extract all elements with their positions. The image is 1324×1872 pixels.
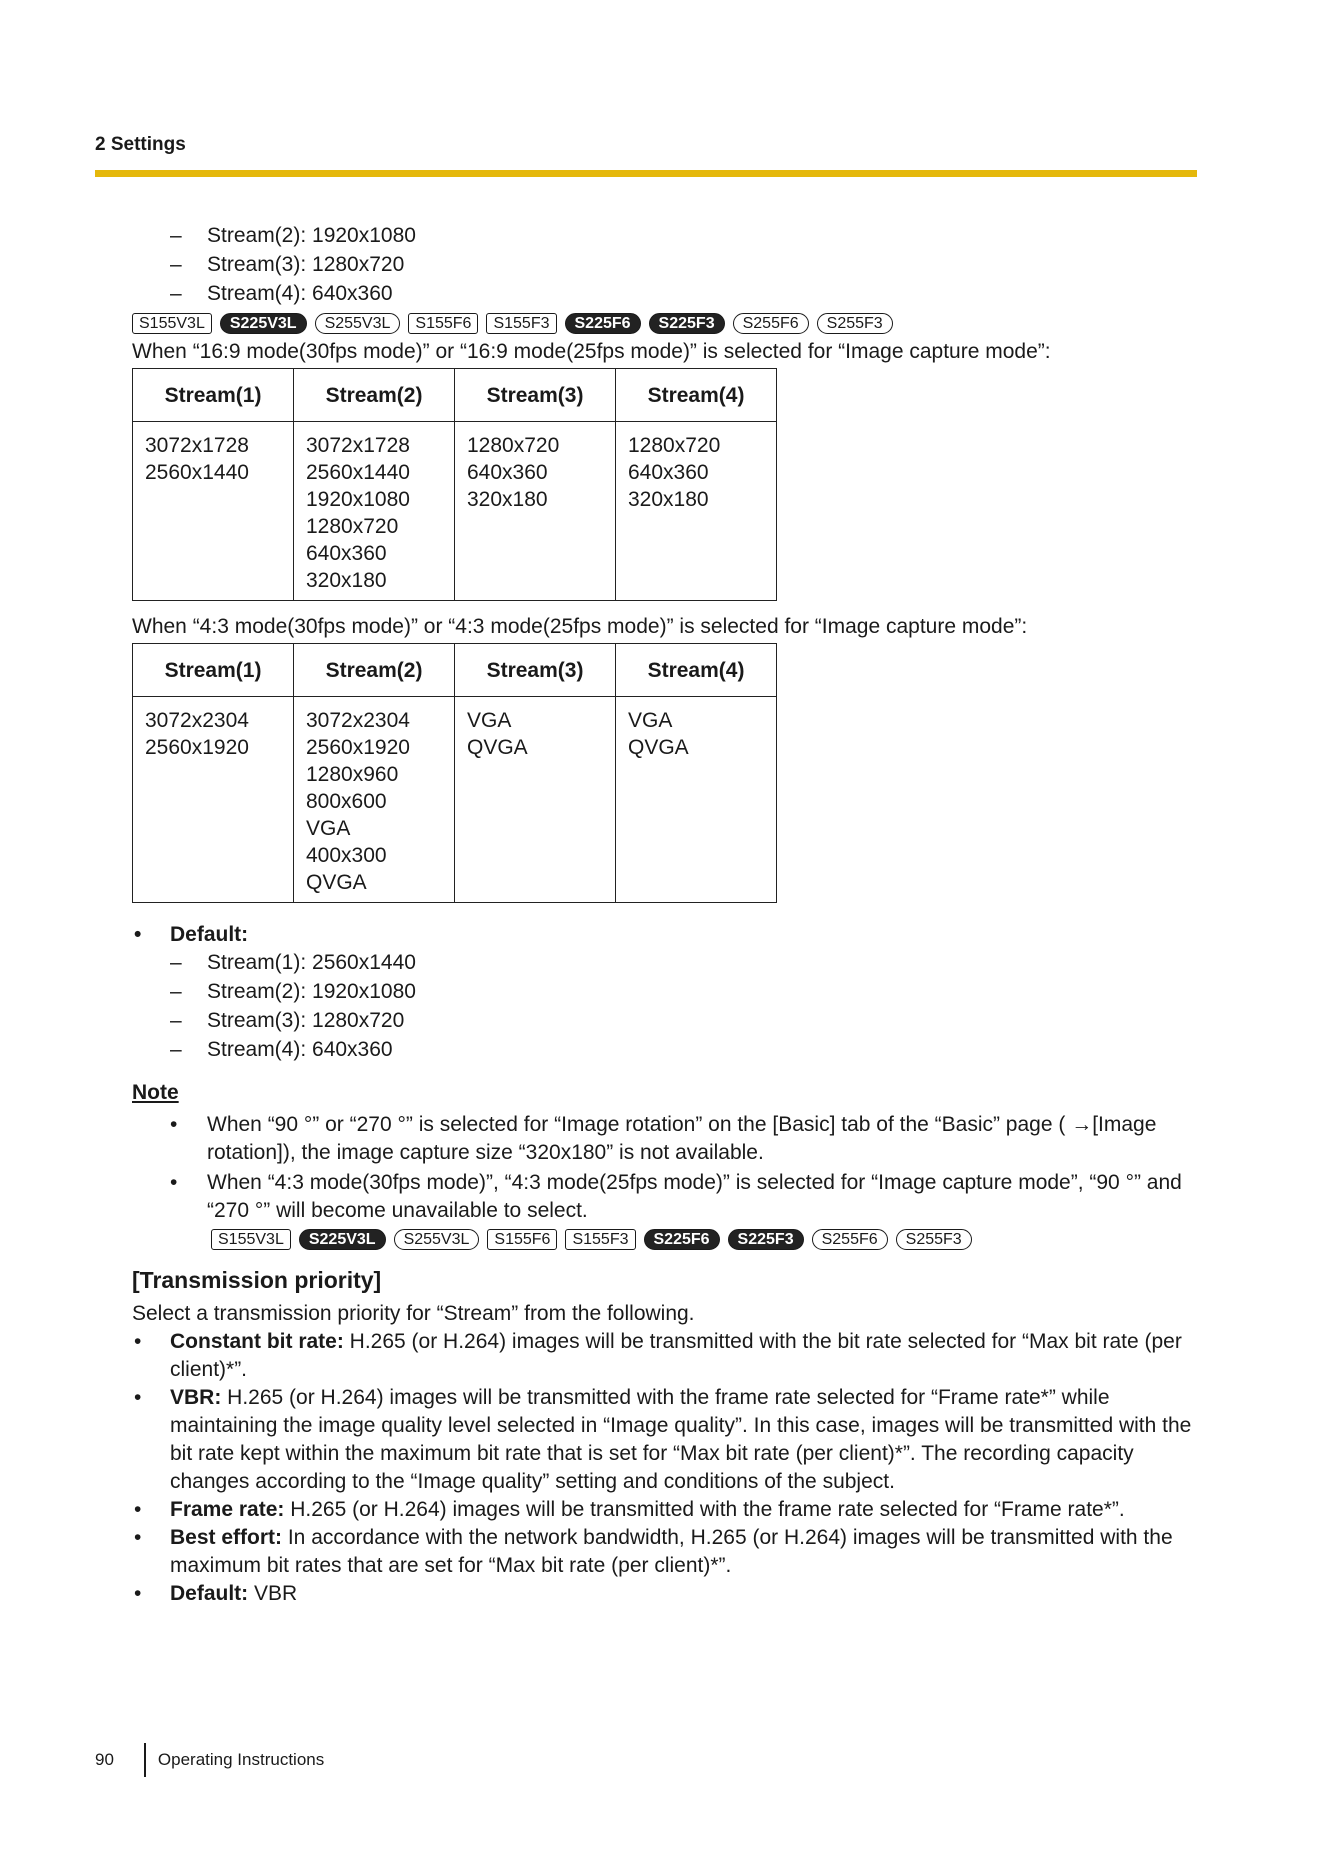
cell-value: 1920x1080	[306, 488, 410, 511]
description: H.265 (or H.264) images will be transmitted with the frame rate selected for “Frame rate*” while maintaining the image quality level selected in “Image quality”. In this case, images will be transmitted with the bit rate kept within the maximum bit rate that is set for “Max bit rate (per client)*”. The recording capacity changes according to the “Image quality” setting and conditions of the subject.	[170, 1386, 1192, 1493]
table-header: Stream(1)	[133, 369, 294, 422]
cell-value: QVGA	[306, 871, 367, 894]
cell-value: 3072x1728	[306, 434, 410, 457]
list-item: – Stream(1): 2560x1440	[132, 949, 1200, 978]
resolution-table-4-3	[132, 643, 777, 903]
description: H.265 (or H.264) images will be transmitted with the bit rate selected for “Max bit rate (per client)*”.	[170, 1330, 1182, 1381]
cell-value: 320x180	[628, 488, 709, 511]
cell-value: 2560x1920	[145, 736, 249, 759]
cell-value: 1280x720	[306, 515, 399, 538]
model-badge: S155V3L	[132, 313, 212, 334]
model-badge: S155F6	[408, 313, 478, 334]
note-item: • When “90 °” or “270 °” is selected for “Image rotation” on the [Basic] tab of the “Basic” page ( →[Image rotation]), the image capture size “320x180” is not available.	[132, 1111, 1200, 1167]
section-heading: [Transmission priority]	[132, 1267, 382, 1293]
stream-list	[132, 222, 1200, 309]
model-badge: S155F3	[486, 313, 556, 334]
table-header: Stream(4)	[616, 369, 777, 422]
cell-value: 640x360	[467, 461, 548, 484]
table-cell	[133, 422, 294, 601]
cell-value: 2560x1440	[145, 461, 249, 484]
document-title: Operating Instructions	[157, 1750, 325, 1769]
cell-value: 640x360	[306, 542, 387, 565]
description: In accordance with the network bandwidth, H.265 (or H.264) images will be transmitted with the maximum bit rates that are set for “Max bit rate (per client)*”.	[170, 1526, 1173, 1577]
cell-value: 320x180	[306, 569, 387, 592]
page-content	[132, 222, 1200, 1608]
list-item	[132, 1524, 1200, 1580]
cell-value: 400x300	[306, 844, 387, 867]
list-item: – Stream(4): 640x360	[132, 1036, 1200, 1065]
model-badge: S225F6	[565, 313, 641, 334]
model-badge: S225F6	[644, 1229, 720, 1250]
model-badge: S155F3	[565, 1229, 635, 1250]
table-cell	[455, 697, 616, 903]
table-header: Stream(3)	[455, 644, 616, 697]
cell-value: 640x360	[628, 461, 709, 484]
model-badge: S255F6	[812, 1229, 888, 1250]
cell-value: VGA	[306, 817, 351, 840]
cell-value: 3072x2304	[145, 709, 249, 732]
list-item: – Stream(3): 1280x720	[132, 1007, 1200, 1036]
term: VBR:	[170, 1386, 222, 1409]
term: Best effort:	[170, 1526, 283, 1549]
cell-value: VGA	[467, 709, 512, 732]
description: VBR	[248, 1582, 298, 1605]
resolution-table-16-9	[132, 368, 777, 601]
table-cell	[455, 422, 616, 601]
cell-value: QVGA	[467, 736, 528, 759]
description: H.265 (or H.264) images will be transmitted with the frame rate selected for “Frame rate*”.	[284, 1498, 1125, 1521]
cell-value: 3072x1728	[145, 434, 249, 457]
list-item	[132, 1384, 1200, 1496]
list-item	[132, 1328, 1200, 1384]
term: Default:	[170, 1582, 249, 1605]
list-item: – Stream(2): 1920x1080	[132, 222, 1200, 251]
header-rule	[95, 170, 1197, 177]
table-header: Stream(2)	[294, 644, 455, 697]
list-item: – Stream(2): 1920x1080	[132, 978, 1200, 1007]
table-header: Stream(3)	[455, 369, 616, 422]
model-badge: S225V3L	[299, 1229, 386, 1250]
list-item	[132, 1580, 1200, 1608]
model-badge: S155V3L	[211, 1229, 291, 1250]
table-header: Stream(1)	[133, 644, 294, 697]
cell-value: QVGA	[628, 736, 689, 759]
table-cell	[294, 422, 455, 601]
model-badges	[132, 309, 1200, 338]
table-cell	[294, 697, 455, 903]
table-cell	[133, 697, 294, 903]
table-header: Stream(2)	[294, 369, 455, 422]
model-badge: S225F3	[649, 313, 725, 334]
cell-value: VGA	[628, 709, 673, 732]
term: Constant bit rate:	[170, 1330, 344, 1353]
model-badge: S225V3L	[220, 313, 307, 334]
model-badge: S255V3L	[394, 1229, 480, 1250]
model-badge: S225F3	[728, 1229, 804, 1250]
footer-divider	[144, 1743, 146, 1777]
list-item: – Stream(3): 1280x720	[132, 251, 1200, 280]
cell-value: 1280x720	[467, 434, 560, 457]
cell-value: 1280x960	[306, 763, 399, 786]
note-item	[132, 1169, 1200, 1254]
cell-value: 2560x1440	[306, 461, 410, 484]
note-heading: Note	[132, 1081, 179, 1104]
page-footer	[95, 1744, 324, 1776]
list-item	[132, 1496, 1200, 1524]
section-intro: Select a transmission priority for “Stream” from the following.	[132, 1302, 695, 1325]
table-header: Stream(4)	[616, 644, 777, 697]
default-label: • Default:	[132, 921, 1200, 949]
list-item: – Stream(4): 640x360	[132, 280, 1200, 309]
cell-value: 800x600	[306, 790, 387, 813]
table2-caption: When “4:3 mode(30fps mode)” or “4:3 mode(25fps mode)” is selected for “Image capture mode”:	[132, 615, 1028, 638]
section-header: 2 Settings	[95, 134, 186, 155]
cell-value: 2560x1920	[306, 736, 410, 759]
page-number: 90	[95, 1750, 114, 1769]
model-badge: S255V3L	[315, 313, 401, 334]
cell-value: 320x180	[467, 488, 548, 511]
model-badge: S255F3	[817, 313, 893, 334]
table-cell	[616, 422, 777, 601]
model-badge: S255F6	[733, 313, 809, 334]
model-badges	[211, 1225, 972, 1254]
cell-value: 1280x720	[628, 434, 721, 457]
model-badge: S155F6	[487, 1229, 557, 1250]
table1-caption: When “16:9 mode(30fps mode)” or “16:9 mode(25fps mode)” is selected for “Image capture mode”:	[132, 340, 1051, 363]
table-cell	[616, 697, 777, 903]
term: Frame rate:	[170, 1498, 285, 1521]
model-badge: S255F3	[896, 1229, 972, 1250]
note-item-text: When “4:3 mode(30fps mode)”, “4:3 mode(25fps mode)” is selected for “Image capture mode”, “90 °” and “270 °” will become unavailable to select.	[207, 1171, 1182, 1222]
cell-value: 3072x2304	[306, 709, 410, 732]
